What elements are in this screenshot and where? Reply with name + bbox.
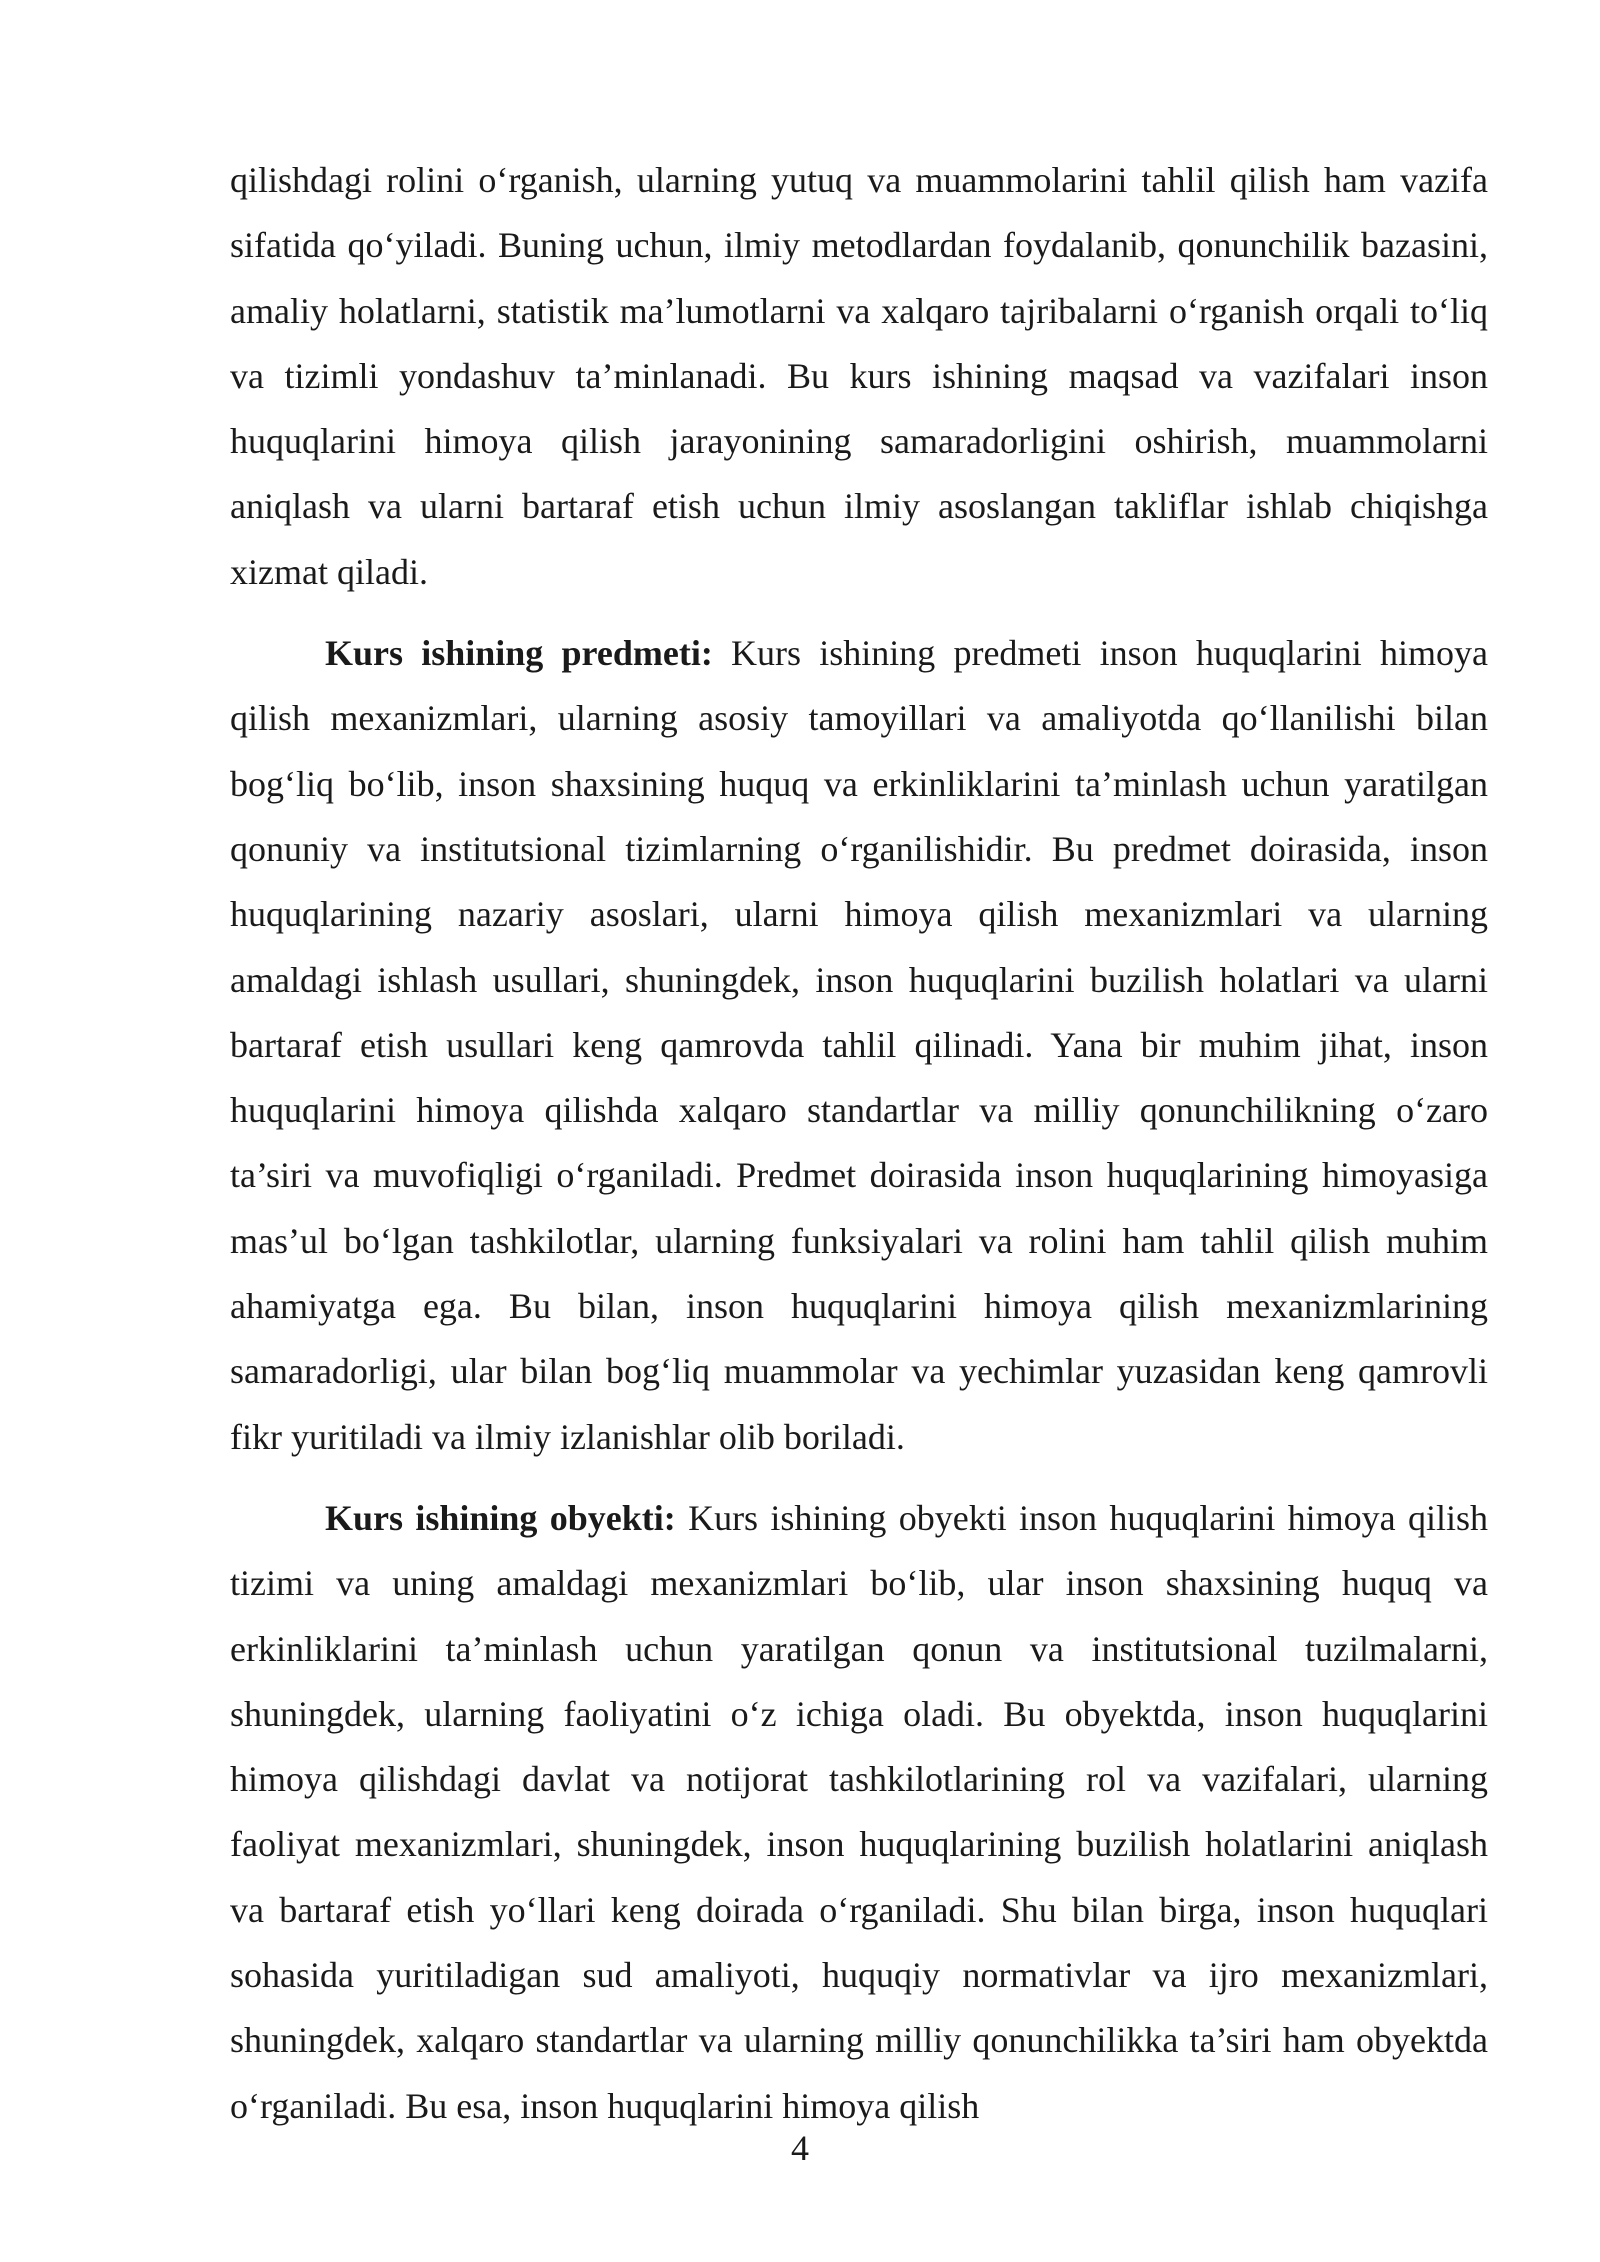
paragraph-obyekt (230, 1486, 1488, 2139)
obyekt-text: Kurs ishining obyekti inson huquqlarini himoya qilish tizimi va uning amaldagi mexanizmlari bo‘lib, ular inson shaxsining huquq va erkinliklarini ta’minlash uchun yaratilgan qonun va institutsional tuzilmalarni, shuningdek, ularning faoliyatini o‘z ichiga oladi. Bu obyektda, inson huquqlarini himoya qilishdagi davlat va notijorat tashkilotlarining rol va vazifalari, ularning faoliyat mexanizmlari, shuningdek, inson huquqlarining buzilish holatlarini aniqlash va bartaraf etish yo‘llari keng doirada o‘rganiladi. Shu bilan birga, inson huquqlari sohasida yuritiladigan sud amaliyoti, huquqiy normativlar va ijro mexanizmlari, shuningdek, xalqaro standartlar va ularning milliy qonunchilikka ta’siri ham obyektda o‘rganiladi. Bu esa, inson huquqlarini himoya qilish (230, 1497, 1488, 2126)
obyekt-heading: Kurs ishining obyekti: (325, 1497, 676, 1538)
paragraph-predmet (230, 621, 1488, 1470)
body-text (230, 148, 1488, 2155)
predmet-text: Kurs ishining predmeti inson huquqlarini himoya qilish mexanizmlari, ularning asosiy tamoyillari va amaliyotda qo‘llanilishi bilan bog‘liq bo‘lib, inson shaxsining huquq va erkinliklarini ta’minlash uchun yaratilgan qonuniy va institutsional tizimlarning o‘rganilishidir. Bu predmet doirasida, inson huquqlarining nazariy asoslari, ularni himoya qilish mexanizmlari va ularning amaldagi ishlash usullari, shuningdek, inson huquqlarini buzilish holatlari va ularni bartaraf etish usullari keng qamrovda tahlil qilinadi. Yana bir muhim jihat, inson huquqlarini himoya qilishda xalqaro standartlar va milliy qonunchilikning o‘zaro ta’siri va muvofiqligi o‘rganiladi. Predmet doirasida inson huquqlarining himoyasiga mas’ul bo‘lgan tashkilotlar, ularning funksiyalari va rolini ham tahlil qilish muhim ahamiyatga ega. Bu bilan, inson huquqlarini himoya qilish mexanizmlarining samaradorligi, ular bilan bog‘liq muammolar va yechimlar yuzasidan keng qamrovli fikr yuritiladi va ilmiy izlanishlar olib boriladi. (230, 633, 1488, 1457)
predmet-heading: Kurs ishining predmeti: (325, 633, 713, 674)
paragraph-continuation: qilishdagi rolini o‘rganish, ularning yutuq va muammolarini tahlil qilish ham vazifa sifatida qo‘yiladi. Buning uchun, ilmiy metodlardan foydalanib, qonunchilik bazasini, amaliy holatlarni, statistik ma’lumotlarni va xalqaro tajribalarni o‘rganish orqali to‘liq va tizimli yondashuv ta’minlanadi. Bu kurs ishining maqsad va vazifalari inson huquqlarini himoya qilish jarayonining samaradorligini oshirish, muammolarni aniqlash va ularni bartaraf etish uchun ilmiy asoslangan takliflar ishlab chiqishga xizmat qiladi. (230, 160, 1488, 592)
page-number: 4 (791, 2128, 809, 2168)
